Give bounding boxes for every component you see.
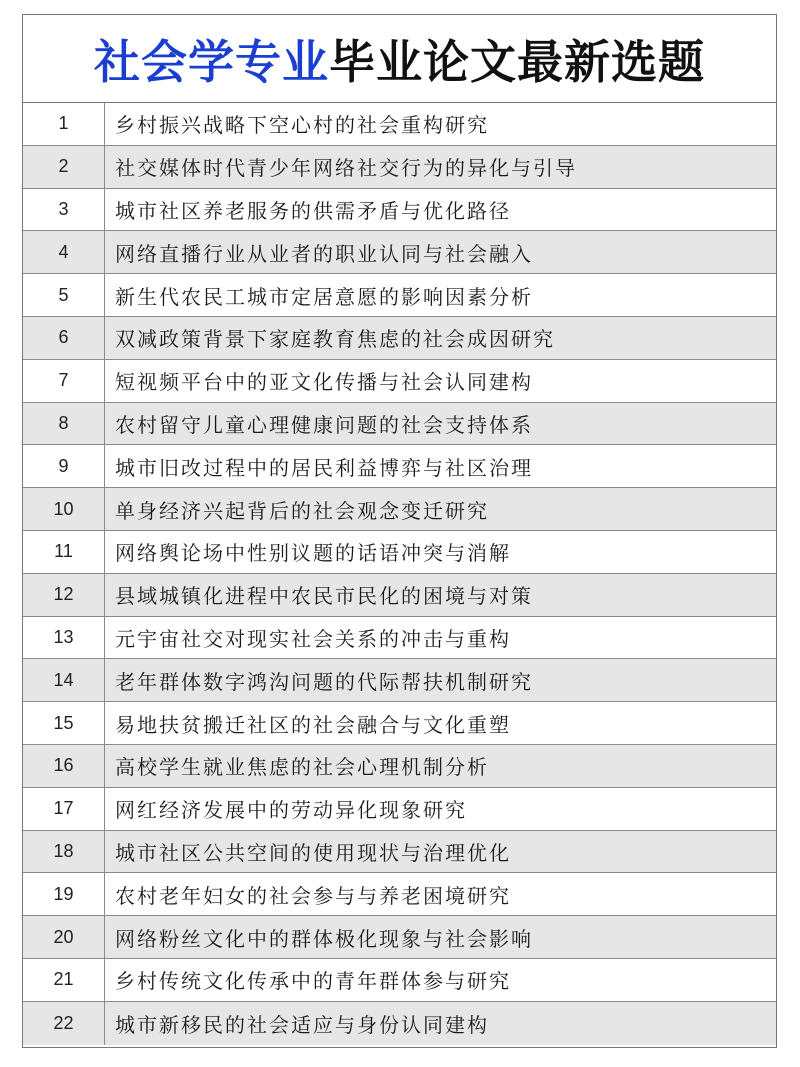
topic-title: 城市社区养老服务的供需矛盾与优化路径 [115,198,511,223]
row-number: 12 [23,574,105,616]
topic-title: 老年群体数字鸿沟问题的代际帮扶机制研究 [115,669,533,694]
topic-title: 城市旧改过程中的居民利益博弈与社区治理 [115,455,533,480]
topic-title: 网络直播行业从业者的职业认同与社会融入 [115,241,533,266]
topic-title: 农村老年妇女的社会参与与养老困境研究 [115,883,511,908]
table-row [23,1002,776,1045]
row-number: 11 [23,531,105,573]
topic-title: 易地扶贫搬迁社区的社会融合与文化重塑 [115,712,511,737]
table-row [23,831,776,874]
row-number: 16 [23,745,105,787]
topic-title: 县域城镇化进程中农民市民化的困境与对策 [115,584,533,609]
topic-title: 农村留守儿童心理健康问题的社会支持体系 [115,412,533,437]
row-number: 1 [23,103,105,145]
table-row [23,360,776,403]
row-number: 2 [23,146,105,188]
table-row [23,873,776,916]
table-row [23,617,776,660]
row-number: 7 [23,360,105,402]
row-number: 9 [23,445,105,487]
title-main: 毕业论文最新选题 [329,34,705,89]
table-row [23,959,776,1002]
table-row [23,531,776,574]
topic-title: 双减政策背景下家庭教育焦虑的社会成因研究 [115,327,555,352]
topic-title: 单身经济兴起背后的社会观念变迁研究 [115,498,489,523]
table-row [23,659,776,702]
table-row [23,231,776,274]
table-row [23,317,776,360]
row-number: 6 [23,317,105,359]
topic-title: 社交媒体时代青少年网络社交行为的异化与引导 [115,156,577,181]
topic-title: 乡村振兴战略下空心村的社会重构研究 [115,113,489,138]
topic-title: 网络粉丝文化中的群体极化现象与社会影响 [115,926,533,951]
table-row [23,274,776,317]
table-row [23,189,776,232]
page-title [94,26,705,92]
topic-list [23,103,776,1045]
row-number: 10 [23,488,105,530]
row-number: 4 [23,231,105,273]
table-row [23,445,776,488]
topic-title: 高校学生就业焦虑的社会心理机制分析 [115,755,489,780]
topic-title: 城市新移民的社会适应与身份认同建构 [115,1012,489,1037]
table-row [23,702,776,745]
title-highlight: 社会学专业 [94,34,329,89]
row-number: 13 [23,617,105,659]
row-number: 15 [23,702,105,744]
title-row [23,15,776,103]
table-row [23,574,776,617]
topic-title: 网络舆论场中性别议题的话语冲突与消解 [115,541,511,566]
table-row [23,403,776,446]
row-number: 14 [23,659,105,701]
topic-title: 新生代农民工城市定居意愿的影响因素分析 [115,284,533,309]
topic-title: 城市社区公共空间的使用现状与治理优化 [115,840,511,865]
topic-title: 网红经济发展中的劳动异化现象研究 [115,798,467,823]
row-number: 5 [23,274,105,316]
row-number: 21 [23,959,105,1001]
table-row [23,788,776,831]
row-number: 3 [23,189,105,231]
table-row [23,488,776,531]
row-number: 8 [23,403,105,445]
topic-title: 元宇宙社交对现实社会关系的冲击与重构 [115,626,511,651]
topic-title: 短视频平台中的亚文化传播与社会认同建构 [115,370,533,395]
table-row [23,103,776,146]
topic-table [22,14,777,1048]
row-number: 18 [23,831,105,873]
row-number: 20 [23,916,105,958]
row-number: 22 [23,1002,105,1045]
table-row [23,146,776,189]
table-row [23,745,776,788]
row-number: 19 [23,873,105,915]
row-number: 17 [23,788,105,830]
topic-title: 乡村传统文化传承中的青年群体参与研究 [115,969,511,994]
table-row [23,916,776,959]
